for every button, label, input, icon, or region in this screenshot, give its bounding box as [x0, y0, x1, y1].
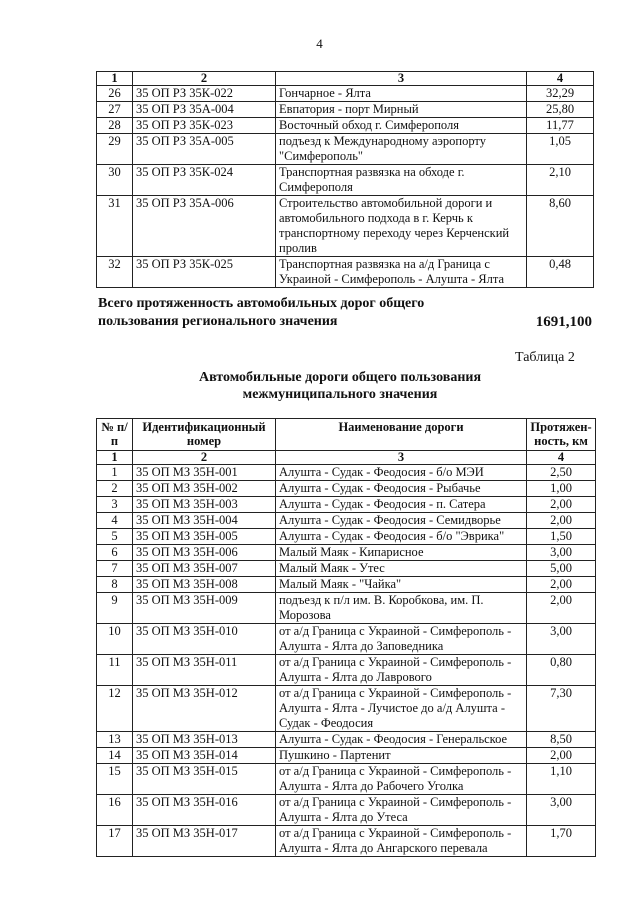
road-length: 2,50: [527, 465, 596, 481]
road-length: 3,00: [527, 545, 596, 561]
page-number: 4: [316, 36, 323, 51]
road-identifier: 35 ОП МЗ 35Н-013: [133, 732, 276, 748]
road-identifier: 35 ОП МЗ 35Н-008: [133, 577, 276, 593]
road-identifier: 35 ОП РЗ 35К-022: [133, 86, 276, 102]
table-row: [97, 655, 596, 686]
road-length: 1,10: [527, 764, 596, 795]
row-number: 6: [97, 545, 133, 561]
row-number: 5: [97, 529, 133, 545]
road-identifier: 35 ОП РЗ 35А-004: [133, 102, 276, 118]
header-number: № п/п: [97, 419, 133, 451]
intermunicipal-roads-table: [96, 418, 596, 857]
road-length: 2,10: [527, 165, 594, 196]
road-length: 2,00: [527, 593, 596, 624]
table-row: [97, 545, 596, 561]
header-identifier: Идентификационный номер: [133, 419, 276, 451]
row-number: 15: [97, 764, 133, 795]
road-length: 2,00: [527, 748, 596, 764]
row-number: 13: [97, 732, 133, 748]
table-row: [97, 465, 596, 481]
road-name: подъезд к п/л им. В. Коробкова, им. П. Морозова: [276, 593, 527, 624]
road-identifier: 35 ОП МЗ 35Н-001: [133, 465, 276, 481]
road-length: 1,05: [527, 134, 594, 165]
table-row: [97, 748, 596, 764]
column-number: 3: [276, 451, 527, 465]
row-number: 29: [97, 134, 133, 165]
road-length: 25,80: [527, 102, 594, 118]
road-identifier: 35 ОП МЗ 35Н-002: [133, 481, 276, 497]
road-name: Евпатория - порт Мирный: [276, 102, 527, 118]
row-number: 17: [97, 826, 133, 857]
road-identifier: 35 ОП МЗ 35Н-014: [133, 748, 276, 764]
table-row: [97, 118, 594, 134]
road-name: Малый Маяк - Кипарисное: [276, 545, 527, 561]
row-number: 14: [97, 748, 133, 764]
column-number-row: [97, 72, 594, 86]
column-number: 3: [276, 72, 527, 86]
row-number: 1: [97, 465, 133, 481]
road-identifier: 35 ОП МЗ 35Н-005: [133, 529, 276, 545]
row-number: 7: [97, 561, 133, 577]
table-row: [97, 529, 596, 545]
road-name: Алушта - Судак - Феодосия - Рыбачье: [276, 481, 527, 497]
road-identifier: 35 ОП МЗ 35Н-012: [133, 686, 276, 732]
table-row: [97, 686, 596, 732]
total-value: 1691,100: [535, 314, 592, 330]
road-length: 8,50: [527, 732, 596, 748]
table-2-label: Таблица 2: [515, 350, 575, 365]
road-name: от а/д Граница с Украиной - Симферополь - Алушта - Ялта до Утеса: [276, 795, 527, 826]
row-number: 26: [97, 86, 133, 102]
road-name: Алушта - Судак - Феодосия - п. Сатера: [276, 497, 527, 513]
road-length: 2,00: [527, 497, 596, 513]
header-length: Протяжен- ность, км: [527, 419, 596, 451]
row-number: 11: [97, 655, 133, 686]
row-number: 28: [97, 118, 133, 134]
column-number: 2: [133, 451, 276, 465]
table-row: [97, 593, 596, 624]
road-name: Алушта - Судак - Феодосия - Генеральское: [276, 732, 527, 748]
road-identifier: 35 ОП РЗ 35А-006: [133, 196, 276, 257]
table-row: [97, 577, 596, 593]
road-name: от а/д Граница с Украиной - Симферополь - Алушта - Ялта до Ангарского перевала: [276, 826, 527, 857]
road-identifier: 35 ОП МЗ 35Н-004: [133, 513, 276, 529]
road-identifier: 35 ОП МЗ 35Н-010: [133, 624, 276, 655]
road-length: 1,00: [527, 481, 596, 497]
column-number: 4: [527, 451, 596, 465]
column-number: 4: [527, 72, 594, 86]
road-name: от а/д Граница с Украиной - Симферополь - Алушта - Ялта до Заповедника: [276, 624, 527, 655]
column-number: 2: [133, 72, 276, 86]
road-identifier: 35 ОП МЗ 35Н-017: [133, 826, 276, 857]
road-length: 7,30: [527, 686, 596, 732]
road-identifier: 35 ОП МЗ 35Н-006: [133, 545, 276, 561]
total-label: Всего протяженность автомобильных дорог общего пользования регионального значения: [98, 296, 425, 329]
road-name: Малый Маяк - Утес: [276, 561, 527, 577]
road-identifier: 35 ОП МЗ 35Н-009: [133, 593, 276, 624]
road-identifier: 35 ОП МЗ 35Н-011: [133, 655, 276, 686]
road-identifier: 35 ОП МЗ 35Н-015: [133, 764, 276, 795]
road-length: 2,00: [527, 513, 596, 529]
row-number: 4: [97, 513, 133, 529]
road-length: 32,29: [527, 86, 594, 102]
road-name: Гончарное - Ялта: [276, 86, 527, 102]
table-row: [97, 826, 596, 857]
road-identifier: 35 ОП РЗ 35А-005: [133, 134, 276, 165]
road-name: Транспортная развязка на обходе г. Симферополя: [276, 165, 527, 196]
row-number: 12: [97, 686, 133, 732]
road-name: Пушкино - Партенит: [276, 748, 527, 764]
table-row: [97, 196, 594, 257]
road-identifier: 35 ОП РЗ 35К-025: [133, 257, 276, 288]
road-name: подъезд к Международному аэропорту "Симферополь": [276, 134, 527, 165]
table-row: [97, 257, 594, 288]
row-number: 8: [97, 577, 133, 593]
row-number: 3: [97, 497, 133, 513]
road-length: 0,48: [527, 257, 594, 288]
road-length: 1,70: [527, 826, 596, 857]
regional-roads-table-continued: [96, 71, 594, 288]
road-name: Строительство автомобильной дороги и автомобильного подхода в г. Керчь к транспортному переходу через Керченский пролив: [276, 196, 527, 257]
road-name: Малый Маяк - "Чайка": [276, 577, 527, 593]
road-name: Транспортная развязка на а/д Граница с Украиной - Симферополь - Алушта - Ялта: [276, 257, 527, 288]
road-length: 11,77: [527, 118, 594, 134]
row-number: 9: [97, 593, 133, 624]
table-row: [97, 795, 596, 826]
road-name: Восточный обход г. Симферополя: [276, 118, 527, 134]
road-length: 3,00: [527, 624, 596, 655]
road-name: Алушта - Судак - Феодосия - б/о МЭИ: [276, 465, 527, 481]
road-name: от а/д Граница с Украиной - Симферополь - Алушта - Ялта до Лаврового: [276, 655, 527, 686]
road-identifier: 35 ОП МЗ 35Н-007: [133, 561, 276, 577]
road-name: Алушта - Судак - Феодосия - б/о "Эврика": [276, 529, 527, 545]
table-row: [97, 102, 594, 118]
road-name: Алушта - Судак - Феодосия - Семидворье: [276, 513, 527, 529]
road-length: 0,80: [527, 655, 596, 686]
table-row: [97, 86, 594, 102]
table-row: [97, 624, 596, 655]
road-identifier: 35 ОП РЗ 35К-024: [133, 165, 276, 196]
road-name: от а/д Граница с Украиной - Симферополь - Алушта - Ялта - Лучистое до а/д Алушта - Судак - Феодосия: [276, 686, 527, 732]
table-row: [97, 561, 596, 577]
row-number: 16: [97, 795, 133, 826]
road-name: от а/д Граница с Украиной - Симферополь - Алушта - Ялта до Рабочего Уголка: [276, 764, 527, 795]
road-identifier: 35 ОП МЗ 35Н-003: [133, 497, 276, 513]
table-row: [97, 134, 594, 165]
row-number: 10: [97, 624, 133, 655]
road-length: 5,00: [527, 561, 596, 577]
row-number: 31: [97, 196, 133, 257]
road-length: 3,00: [527, 795, 596, 826]
road-identifier: 35 ОП РЗ 35К-023: [133, 118, 276, 134]
row-number: 27: [97, 102, 133, 118]
column-number: 1: [97, 451, 133, 465]
table-row: [97, 497, 596, 513]
road-identifier: 35 ОП МЗ 35Н-016: [133, 795, 276, 826]
column-number-row: [97, 451, 596, 465]
table-row: [97, 513, 596, 529]
header-road-name: Наименование дороги: [276, 419, 527, 451]
table-row: [97, 732, 596, 748]
row-number: 32: [97, 257, 133, 288]
table-header-row: [97, 419, 596, 451]
table-2-title: Автомобильные дороги общего пользования межмуниципального значения: [198, 370, 482, 402]
road-length: 1,50: [527, 529, 596, 545]
table-row: [97, 481, 596, 497]
column-number: 1: [97, 72, 133, 86]
table-row: [97, 165, 594, 196]
road-length: 2,00: [527, 577, 596, 593]
row-number: 30: [97, 165, 133, 196]
road-length: 8,60: [527, 196, 594, 257]
row-number: 2: [97, 481, 133, 497]
table-row: [97, 764, 596, 795]
regional-total: [98, 295, 592, 331]
